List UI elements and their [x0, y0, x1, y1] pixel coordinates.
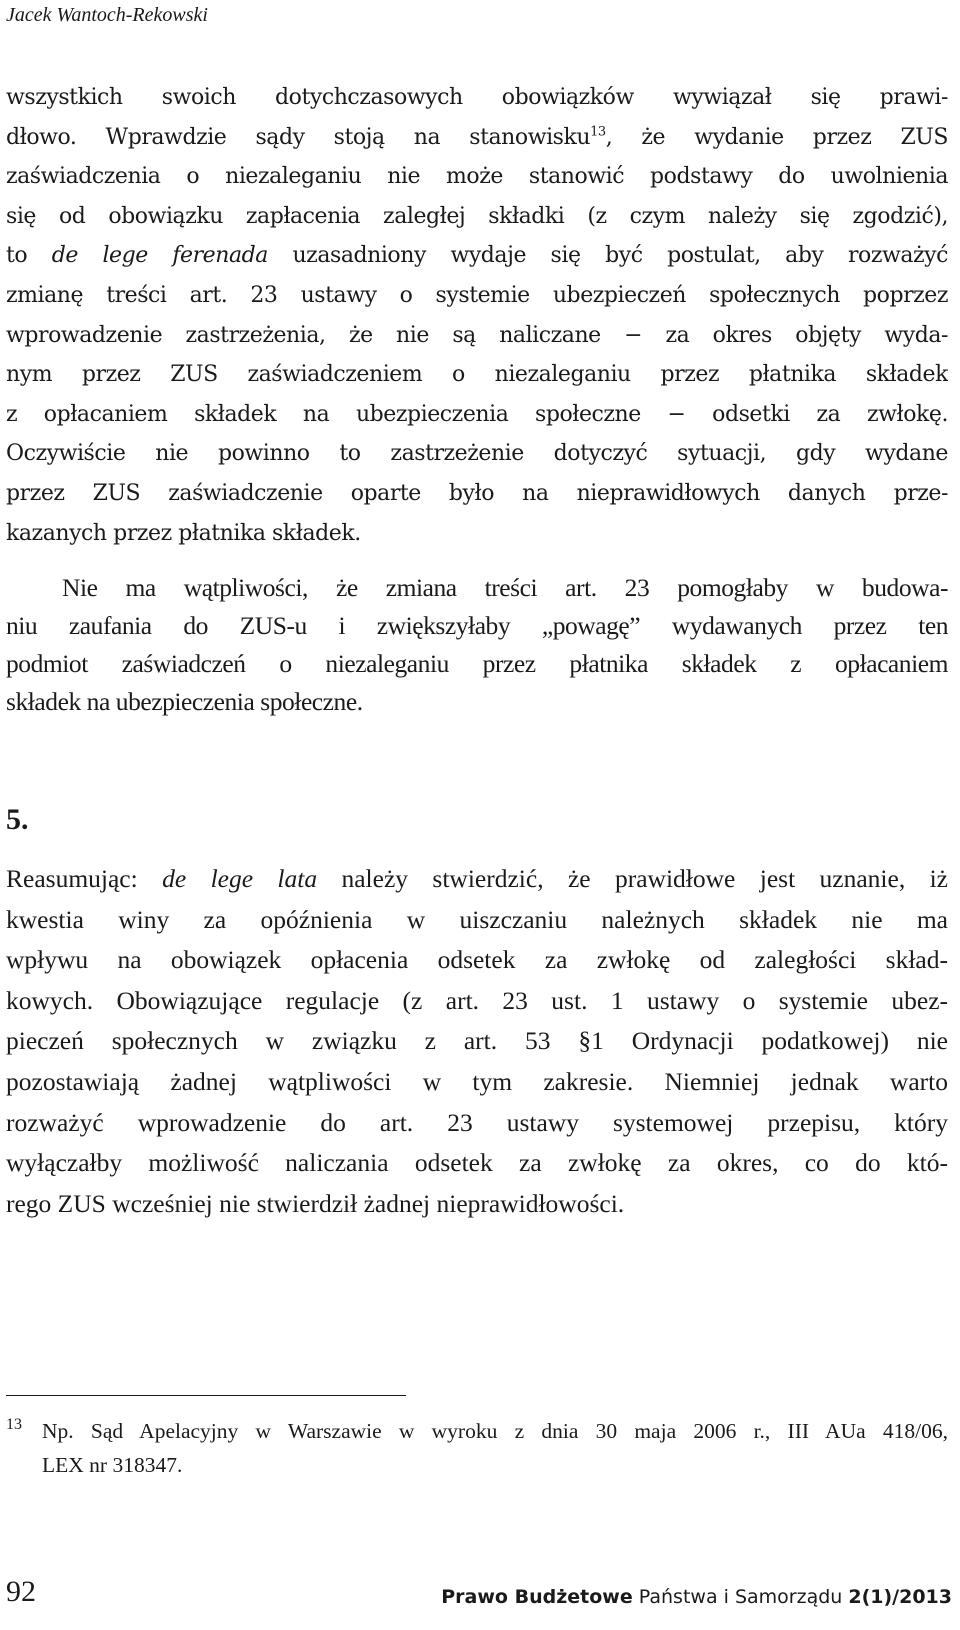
text-line: kwestia winy za opóźnienia w uiszczaniu należnych składek nie ma: [6, 904, 948, 934]
section-number: 5.: [6, 803, 29, 836]
text-line: wprowadzenie zastrzeżenia, że nie są naliczane − za okres objęty wyda-: [6, 322, 948, 348]
latin-phrase: de lege ferenada: [51, 243, 268, 269]
text-line: się od obowiązku zapłacenia zaległej składki (z czym należy się zgodzić),: [6, 203, 948, 229]
text-line: Reasumując: de lege lata należy stwierdzić, że prawidłowe jest uznanie, iż: [6, 864, 948, 893]
journal-issue: 2(1)/2013: [848, 1586, 952, 1608]
text-line: niu zaufania do ZUS-u i zwiększyłaby „powagę” wydawanych przez ten: [6, 611, 948, 640]
text-line: składek na ubezpieczenia społeczne.: [6, 687, 363, 716]
journal-title-bold: Prawo Budżetowe: [441, 1586, 633, 1608]
text-line: wpływu na obowiązek opłacenia odsetek za zwłokę od zaległości skład-: [6, 945, 948, 975]
paragraph-2: [6, 569, 948, 721]
text-line: dłowo. Wprawdzie sądy stoją na stanowisku$^{13}$, że wydanie przez ZUS: [6, 124, 948, 150]
text-line: kowych. Obowiązujące regulacje (z art. 23 ust. 1 ustawy o systemie ubez-: [6, 985, 948, 1015]
text-line: nym przez ZUS zaświadczeniem o niezaleganiu przez płatnika składek: [6, 362, 948, 388]
journal-title-rest: Państwa i Samorządu: [638, 1586, 843, 1608]
footnote-number: 13: [6, 1416, 22, 1433]
text-line: to de lege ferenada uzasadniony wydaje się być postulat, aby rozważyć: [6, 243, 948, 269]
text-line: przez ZUS zaświadczenie oparte było na nieprawidłowych danych prze-: [6, 480, 948, 506]
text-line: pieczeń społecznych w związku z art. 53 §1 Ordynacji podatkowej) nie: [6, 1026, 948, 1056]
text-line: rego ZUS wcześniej nie stwierdził żadnej nieprawidłowości.: [6, 1188, 625, 1218]
footnote-text: [42, 1414, 948, 1482]
text-line: Oczywiście nie powinno to zastrzeżenie dotyczyć sytuacji, gdy wydane: [6, 441, 948, 467]
text-line: wszystkich swoich dotychczasowych obowiązków wywiązał się prawi-: [6, 85, 948, 110]
journal-footer: [441, 1584, 952, 1610]
text-line: z opłacaniem składek na ubezpieczenia społeczne − odsetki za zwłokę.: [6, 401, 948, 427]
paragraph-1: [6, 78, 948, 553]
text-line: pozostawiają żadnej wątpliwości w tym zakresie. Niemniej jednak warto: [6, 1066, 948, 1096]
text-line: zmianę treści art. 23 ustawy o systemie ubezpieczeń społecznych poprzez: [6, 282, 948, 308]
latin-phrase: de lege lata: [162, 864, 318, 893]
text-line: zaświadczenia o niezaleganiu nie może stanowić podstawy do uwolnienia: [6, 164, 948, 190]
footnote-reference[interactable]: 13: [590, 124, 606, 140]
footnote-separator: [6, 1395, 406, 1396]
running-header-author: Jacek Wantoch-Rekowski: [6, 4, 208, 26]
footnote-line: LEX nr 318347.: [42, 1453, 183, 1477]
text-line: Nie ma wątpliwości, że zmiana treści art. 23 pomogłaby w budowa-: [62, 573, 948, 602]
footnote-line: Np. Sąd Apelacyjny w Warszawie w wyroku z dnia 30 maja 2006 r., III AUa 418/06,: [42, 1419, 948, 1443]
paragraph-3: [6, 859, 948, 1224]
text-line: wyłączałby możliwość naliczania odsetek za zwłokę za okres, co do któ-: [6, 1148, 948, 1178]
text-line: rozważyć wprowadzenie do art. 23 ustawy systemowej przepisu, który: [6, 1107, 948, 1137]
page-number: 92: [6, 1575, 36, 1608]
text-line: kazanych przez płatnika składek.: [6, 520, 361, 546]
text-line: podmiot zaświadczeń o niezaleganiu przez płatnika składek z opłacaniem: [6, 649, 948, 678]
